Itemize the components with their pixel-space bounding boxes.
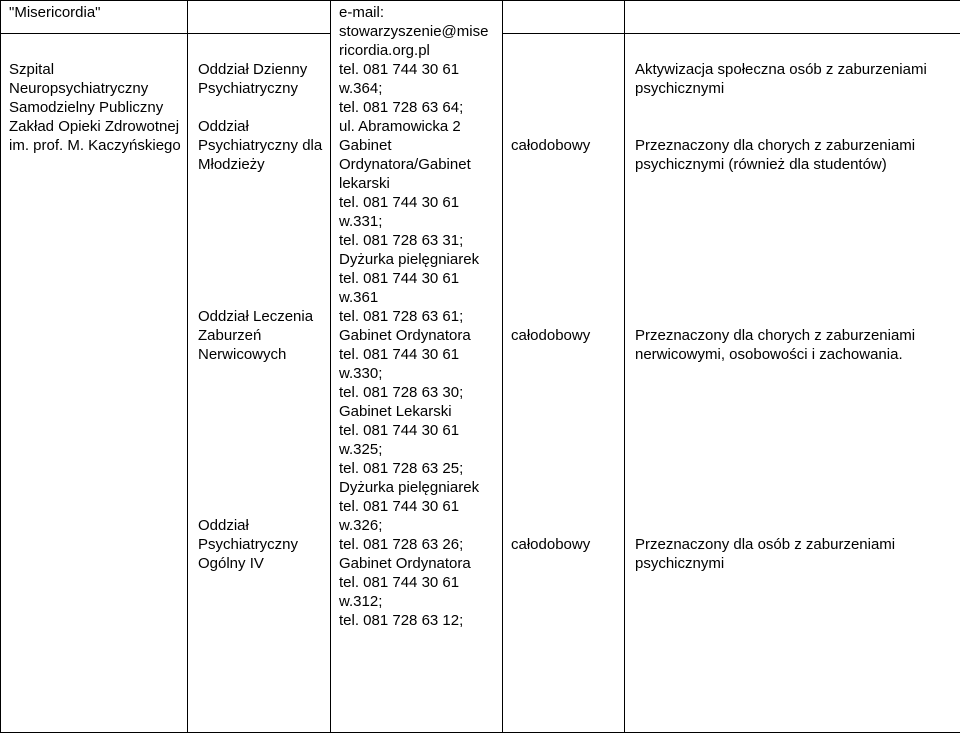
ward-name: Oddział Leczenia Zaburzeń Nerwicowych <box>198 307 324 364</box>
ward-purpose: Przeznaczony dla chorych z zaburzeniami psychicznymi (również dla studentów) <box>635 136 960 174</box>
ward-names-cell <box>188 34 331 733</box>
hospital-name: Szpital Neuropsychiatryczny Samodzielny Publiczny Zakład Opieki Zdrowotnej im. prof. M. Kaczyńskiego <box>9 60 181 155</box>
ward-name: Oddział Psychiatryczny Ogólny IV <box>198 516 324 573</box>
ward-contacts: Gabinet Ordynatora/Gabinet lekarski tel. 081 744 30 61 w.331; tel. 081 728 63 31; Dyżurka pielęgniarek tel. 081 744 30 61 w.361 tel. 081 728 63 61; <box>339 136 496 326</box>
ward-purpose: Przeznaczony dla osób z zaburzeniami psychicznymi <box>635 535 960 573</box>
mode-cell <box>503 34 625 733</box>
contact-email: e-mail: stowarzyszenie@mise ricordia.org.pl <box>339 3 496 60</box>
header-row <box>1 1 960 34</box>
ward-purpose: Aktywizacja społeczna osób z zaburzeniami psychicznymi <box>635 60 960 98</box>
ward-purpose: Przeznaczony dla chorych z zaburzeniami nerwicowymi, osobowości i zachowania. <box>635 326 960 364</box>
ward-name: Oddział Psychiatryczny dla Młodzieży <box>198 117 324 174</box>
hospital-cell <box>1 34 188 733</box>
contact-top-cell <box>331 1 503 733</box>
ward-mode: całodobowy <box>511 326 618 345</box>
header-empty-cell <box>625 1 960 34</box>
ward-name: Oddział Dzienny Psychiatryczny <box>198 60 324 98</box>
header-empty-cell <box>503 1 625 34</box>
header-empty-cell <box>188 1 331 34</box>
ward-mode: całodobowy <box>511 136 618 155</box>
ward-contacts: Gabinet Ordynatora tel. 081 744 30 61 w.330; tel. 081 728 63 30; Gabinet Lekarski tel. 081 744 30 61 w.325; tel. 081 728 63 25; Dyżurka pielęgniarek tel. 081 744 30 61 w.326; tel. 081 728 63 26; <box>339 326 496 554</box>
purpose-cell <box>625 34 960 733</box>
ward-contacts: tel. 081 744 30 61 w.364; tel. 081 728 63 64; ul. Abramowicka 2 <box>339 60 496 136</box>
org-name-cell <box>1 1 188 34</box>
ward-mode: całodobowy <box>511 535 618 554</box>
ward-contacts: Gabinet Ordynatora tel. 081 744 30 61 w.312; tel. 081 728 63 12; <box>339 554 496 630</box>
org-name: "Misericordia" <box>9 3 181 22</box>
